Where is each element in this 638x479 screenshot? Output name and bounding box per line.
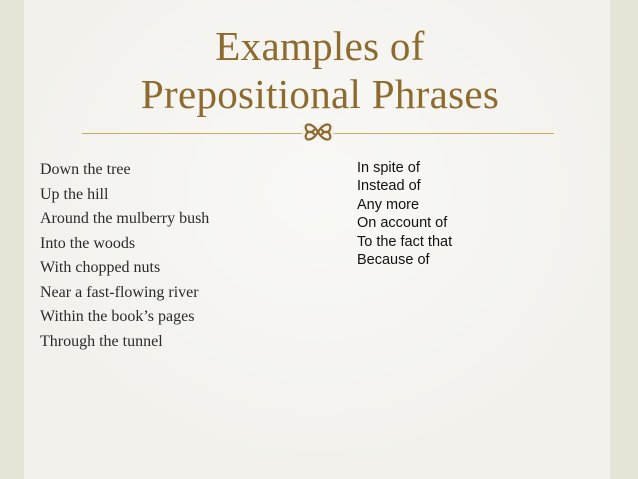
list-item: Up the hill xyxy=(40,185,109,203)
list-item: With chopped nuts xyxy=(40,259,161,276)
slide-title-line-1: Examples of xyxy=(215,23,425,69)
list-item: Instead of xyxy=(357,178,421,195)
quatrefoil-flourish-icon xyxy=(300,115,336,149)
prepositional-phrases-list xyxy=(40,158,209,354)
list-item: Any more xyxy=(357,196,420,213)
list-item: To the fact that xyxy=(357,233,453,250)
list-item: On account of xyxy=(357,215,448,232)
list-item: Around the mulberry bush xyxy=(40,210,210,227)
left-frame-band xyxy=(0,0,24,479)
compound-prepositions-list xyxy=(357,159,452,269)
list-item: Through the tunnel xyxy=(40,332,163,350)
list-item: Because of xyxy=(357,252,430,269)
list-item: Down the tree xyxy=(40,161,131,178)
list-item: Near a fast-flowing river xyxy=(40,283,199,301)
list-item: Within the book’s pages xyxy=(40,308,195,325)
slide-title xyxy=(60,22,580,118)
right-frame-band xyxy=(610,0,638,479)
slide-title-line-2: Prepositional Phrases xyxy=(140,71,500,117)
list-item: Into the woods xyxy=(40,234,136,252)
list-item: In spite of xyxy=(357,160,420,176)
